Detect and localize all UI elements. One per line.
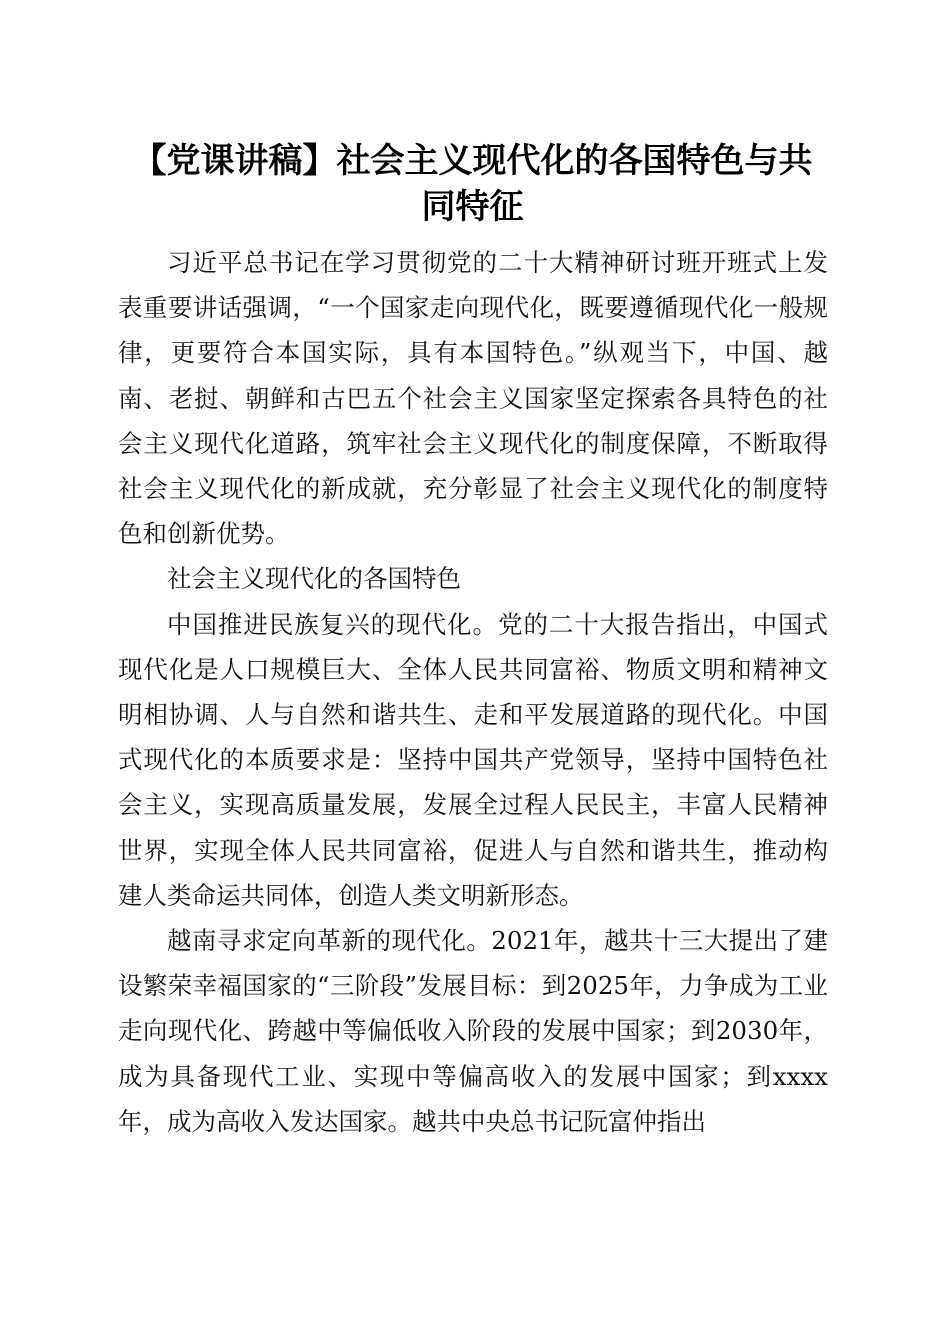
intro-paragraph: 习近平总书记在学习贯彻党的二十大精神研讨班开班式上发表重要讲话强调，“一个国家走向现代化，既要遵循现代化一般规律，更要符合本国实际，具有本国特色。”纵观当下，中国、越南、老挝、朝鲜和古巴五个社会主义国家坚定探索各具特色的社会主义现代化道路，筑牢社会主义现代化的制度保障，不断取得社会主义现代化的新成就，充分彰显了社会主义现代化的制度特色和创新优势。 [118, 248, 828, 549]
section-heading: 社会主义现代化的各国特色 [167, 564, 461, 594]
document-title [100, 138, 845, 230]
document-body [118, 240, 828, 1144]
title-line-1: 【党课讲稿】社会主义现代化的各国特色与共 [132, 141, 813, 181]
vietnam-paragraph: 越南寻求定向革新的现代化。2021年，越共十三大提出了建设繁荣幸福国家的“三阶段”发展目标：到2025年，力争成为工业走向现代化、跨越中等偏低收入阶段的发展中国家；到2030年，成为具备现代工业、实现中等偏高收入的发展中国家；到xxxx年，成为高收入发达国家。越共中央总书记阮富仲指出 [118, 926, 828, 1136]
china-paragraph: 中国推进民族复兴的现代化。党的二十大报告指出，中国式现代化是人口规模巨大、全体人民共同富裕、物质文明和精神文明相协调、人与自然和谐共生、走和平发展道路的现代化。中国式现代化的本质要求是：坚持中国共产党领导，坚持中国特色社会主义，实现高质量发展，发展全过程人民民主，丰富人民精神世界，实现全体人民共同富裕，促进人与自然和谐共生，推动构建人类命运共同体，创造人类文明新形态。 [118, 609, 828, 910]
title-line-2: 同特征 [421, 187, 524, 227]
